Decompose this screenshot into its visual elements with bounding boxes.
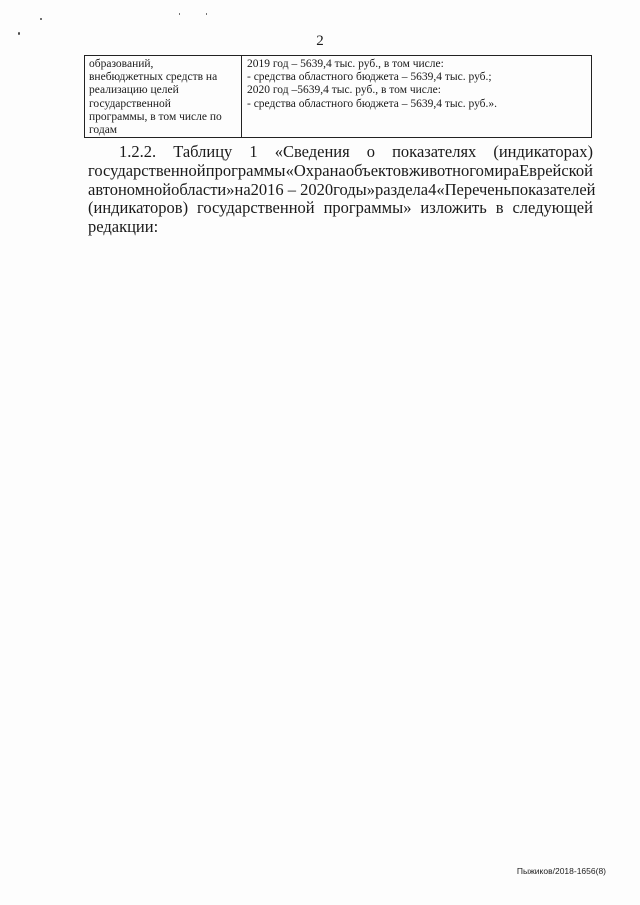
table-label-line: годам [89,124,118,137]
paragraph-word: (индикаторов) [88,198,189,218]
table-value-line: 2019 год – 5639,4 тыс. руб., в том числе: [247,58,444,70]
paragraph-word: животного [409,160,484,180]
budget-table [84,55,592,138]
paragraph-line [88,162,593,181]
paragraph-word: (индикаторах) [493,142,593,161]
table-value-line: 2020 год –5639,4 тыс. руб., в том числе: [247,84,441,97]
table-label-line: реализацию целей [89,84,179,97]
table-value-line: - средства областного бюджета – 5639,4 тыс. руб.; [247,71,492,84]
paragraph-word: редакции: [88,217,159,237]
paragraph-word: в [495,198,504,218]
paragraph-line [88,199,593,218]
paragraph-word: показателей [510,179,596,199]
amendment-paragraph [88,142,596,237]
paragraph-word: следующей [512,198,593,218]
paragraph-word: области» [171,179,235,199]
paragraph-word: 4 [428,179,437,199]
paragraph-word: раздела [375,179,429,199]
paragraph-line [88,218,593,237]
paragraph-word: Еврейской [519,160,593,180]
document-code: Пыжиков/2018-1656(8) [516,866,606,876]
paragraph-word: программы [205,160,286,180]
paragraph-word: на [234,179,251,199]
page-number: 2 [316,33,324,49]
table-value-line: - средства областного бюджета – 5639,4 тыс. руб.». [247,97,498,110]
table-label-line: программы, в том числе по [89,110,222,123]
table-label-line: внебюджетных средств на [89,71,218,84]
paragraph-word: «Перечень [436,179,511,199]
paragraph-line [88,143,593,162]
scan-speck [18,32,20,35]
paragraph-word: «Сведения [274,142,350,161]
paragraph-word: годы» [333,179,376,199]
scan-speck [40,18,42,20]
table-row [85,56,592,138]
scan-speck [179,13,180,15]
paragraph-word: 2016 – 2020 [250,179,334,199]
paragraph-word: объектов [345,160,409,180]
paragraph-word: государственной [197,198,315,218]
table-cell-label [85,56,242,138]
paragraph-word: 1 [249,142,258,161]
paragraph-word: автономной [88,179,172,199]
paragraph-word: о [366,142,376,161]
scan-speck [206,13,207,15]
table-label-line: государственной [89,97,171,110]
paragraph-word: Таблицу [173,142,233,161]
paragraph-word: мира [484,160,519,180]
paragraph-word: государственной [88,160,206,180]
table-label-line: образований, [89,58,154,70]
paragraph-word: «Охрана [285,160,346,180]
table-cell-values [242,56,592,138]
paragraph-line [88,179,596,200]
paragraph-word: показателях [392,142,477,161]
paragraph-word: программы» [323,198,412,218]
paragraph-word: изложить [420,198,487,218]
paragraph-word: 1.2.2. [119,142,157,161]
